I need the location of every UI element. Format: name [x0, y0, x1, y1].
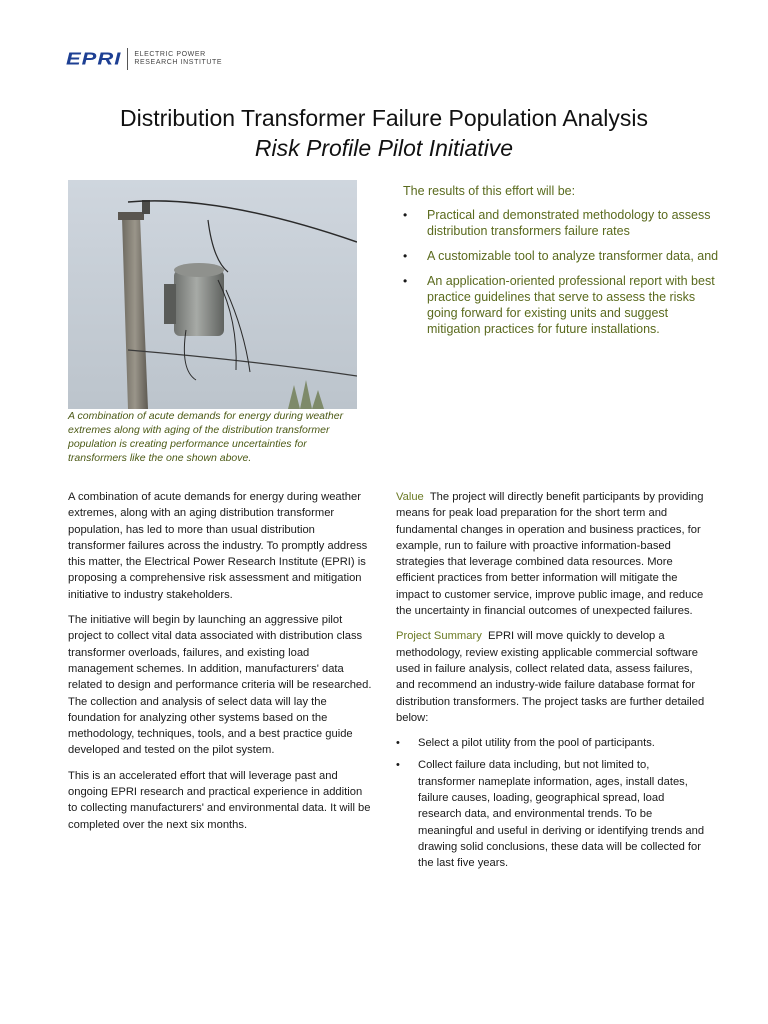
page-title: Distribution Transformer Failure Population Analysis — [120, 105, 648, 131]
task-item — [396, 757, 708, 871]
results-item-text: Practical and demonstrated methodology to assess distribution transformers failure rates — [427, 208, 711, 238]
value-text: The project will directly benefit participants by providing means for peak load preparation for the short term and fundamental changes in operation and business practices, for example, run to failure with proactive information-based strategies that leverage combined data resources. More efficient practices from better information will mitigate the impact to customer service, improve public image, and reduce the uncertainty in financial outcomes of unexpected failures. — [396, 491, 704, 618]
transformer-photo — [68, 180, 357, 409]
right-column — [396, 489, 708, 878]
logo-wordmark: EPRI — [66, 48, 122, 69]
bullet-icon: • — [396, 759, 400, 772]
results-intro: The results of this effort will be: — [403, 184, 576, 198]
summary-text: EPRI will move quickly to develop a methodology, review existing applicable commercial software used in failure analysis, collect related data, assess failures, and recommend an industry-wide failure database format for distribution transformers. The project tasks are further detailed below: — [396, 630, 705, 724]
transformer-bracket — [164, 284, 176, 324]
intro-paragraph: A combination of acute demands for energy during weather extremes, along with an aging distribution transformer population, has led to more than usual distribution transformer failures across the industry. To promptly address this matter, the Electrical Power Research Institute (EPRI) is proposing a comprehensive risk assessment and mitigation initiative to industry stakeholders. — [68, 491, 368, 601]
pole-crossarm — [118, 212, 144, 220]
summary-label: Project Summary — [396, 630, 482, 643]
bullet-icon: • — [403, 208, 408, 222]
results-item — [403, 248, 723, 264]
summary-paragraph — [396, 628, 708, 726]
results-item — [403, 207, 723, 239]
results-item-text: A customizable tool to analyze transformer data, and — [427, 249, 719, 263]
page-subtitle: Risk Profile Pilot Initiative — [254, 135, 514, 161]
transformer-lid — [174, 263, 224, 277]
task-item-text: Collect failure data including, but not limited to, transformer nameplate information, ages, install dates, failure causes, loading, geographical spread, load research data, and environmental trends. To be meaningful and useful in deriving or identifying trends and drawing solid conclusions, these data will be collected for the last five years. — [418, 759, 705, 870]
timeline-paragraph: This is an accelerated effort that will leverage past and ongoing EPRI research and practical experience in addition to collecting manufacturers' and environmental data. It will be completed over the next six months. — [68, 769, 371, 831]
transformer-can — [174, 270, 224, 336]
bullet-icon: • — [403, 249, 408, 263]
photo-caption: A combination of acute demands for energy during weather extremes along with aging of the distribution transformer population is creating performance uncertainties for transformers like the one shown above. — [68, 410, 344, 464]
task-item — [396, 735, 708, 751]
initiative-paragraph: The initiative will begin by launching an aggressive pilot project to collect vital data associated with distribution class transformer overloads, failures, and existing load management schemes. In addition, manufacturers' data related to design and performance criteria will be researched. The collection and analysis of select data will lay the foundation for analyzing other systems based on the methodology, techniques, tools, and a best practice guide developed and tested on the pilot system. — [68, 614, 372, 757]
logo-subtitle-line1: ELECTRIC POWER — [134, 51, 206, 58]
value-paragraph — [396, 489, 708, 619]
insulator — [142, 200, 150, 214]
logo-subtitle — [134, 51, 222, 67]
task-item-text: Select a pilot utility from the pool of participants. — [418, 737, 655, 750]
left-column — [68, 489, 374, 842]
logo-subtitle-line2: RESEARCH INSTITUTE — [134, 59, 223, 66]
value-label: Value — [396, 491, 424, 503]
epri-logo — [66, 46, 222, 72]
bullet-icon: • — [396, 737, 400, 750]
results-item — [403, 273, 723, 337]
results-box — [403, 183, 723, 346]
results-item-text: An application-oriented professional report with best practice guidelines that serve to assess the risks going forward for existing units and suggest mitigation practices for future installations. — [427, 274, 715, 336]
task-list — [396, 735, 708, 871]
logo-divider — [127, 48, 128, 70]
bullet-icon: • — [403, 274, 408, 288]
results-list — [403, 207, 723, 337]
